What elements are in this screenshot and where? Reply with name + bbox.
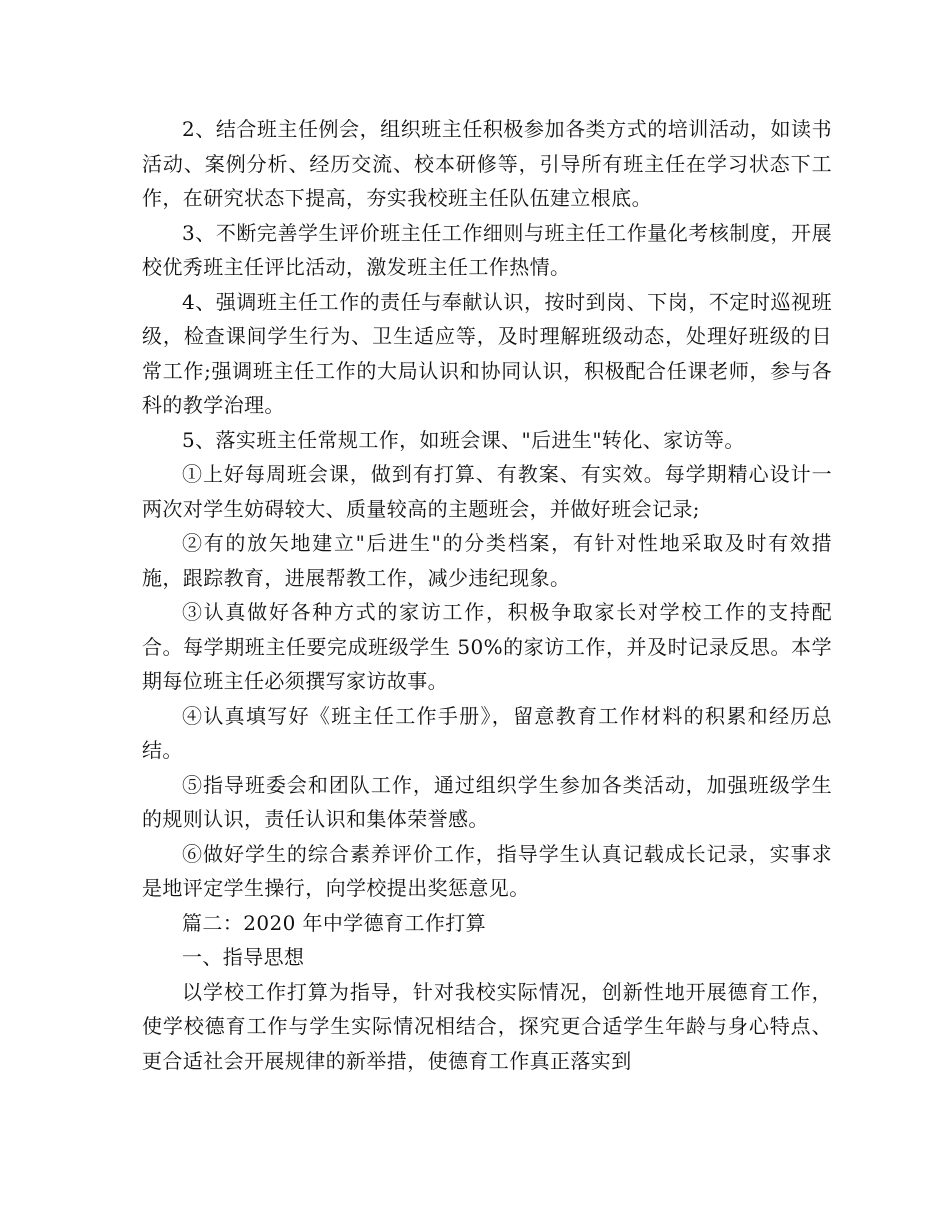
- paragraph-subitem-1: ①上好每周班会课，做到有打算、有教案、有实效。每学期精心设计一两次对学生妨碍较大、质量较高的主题班会，并做好班会记录;: [142, 462, 832, 521]
- paragraph-subitem-4: ④认真填写好《班主任工作手册》，留意教育工作材料的积累和经历总结。: [142, 703, 832, 762]
- body-paragraph: 以学校工作打算为指导，针对我校实际情况，创新性地开展德育工作，使学校德育工作与学生实际情况相结合，探究更合适学生年龄与身心特点、更合适社会开展规律的新举措，使德育工作真正落实到: [142, 979, 832, 1073]
- paragraph-subitem-6: ⑥做好学生的综合素养评价工作，指导学生认真记载成长记录，实事求是地评定学生操行，向学校提出奖惩意见。: [142, 841, 832, 900]
- paragraph-item-5: 5、落实班主任常规工作，如班会课、"后进生"转化、家访等。: [182, 427, 745, 452]
- paragraph-item-2: 2、结合班主任例会，组织班主任积极参加各类方式的培训活动，如读书活动、案例分析、经历交流、校本研修等，引导所有班主任在学习状态下工作，在研究状态下提高，夯实我校班主任队伍建立根底。: [142, 117, 832, 210]
- paragraph-subitem-2: ②有的放矢地建立"后进生"的分类档案，有针对性地采取及时有效措施，跟踪教育，进展帮教工作，减少违纪现象。: [142, 531, 832, 590]
- paragraph-item-3: 3、不断完善学生评价班主任工作细则与班主任工作量化考核制度，开展校优秀班主任评比活动，激发班主任工作热情。: [142, 220, 832, 279]
- document-body: [142, 112, 832, 1078]
- paragraph-subitem-3: ③认真做好各种方式的家访工作，积极争取家长对学校工作的支持配合。每学期班主任要完成班级学生 50%的家访工作，并及时记录反思。本学期每位班主任必须撰写家访故事。: [142, 600, 832, 693]
- paragraph-item-4: 4、强调班主任工作的责任与奉献认识，按时到岗、下岗，不定时巡视班级，检查课间学生行为、卫生适应等，及时理解班级动态，处理好班级的日常工作;强调班主任工作的大局认识和协同认识，积极配合任课老师，参与各科的教学治理。: [142, 289, 832, 417]
- paragraph-subitem-5: ⑤指导班委会和团队工作，通过组织学生参加各类活动，加强班级学生的规则认识，责任认识和集体荣誉感。: [142, 772, 832, 831]
- section-heading: 一、指导思想: [182, 945, 305, 969]
- section-title: 篇二：2020 年中学德育工作打算: [182, 910, 487, 935]
